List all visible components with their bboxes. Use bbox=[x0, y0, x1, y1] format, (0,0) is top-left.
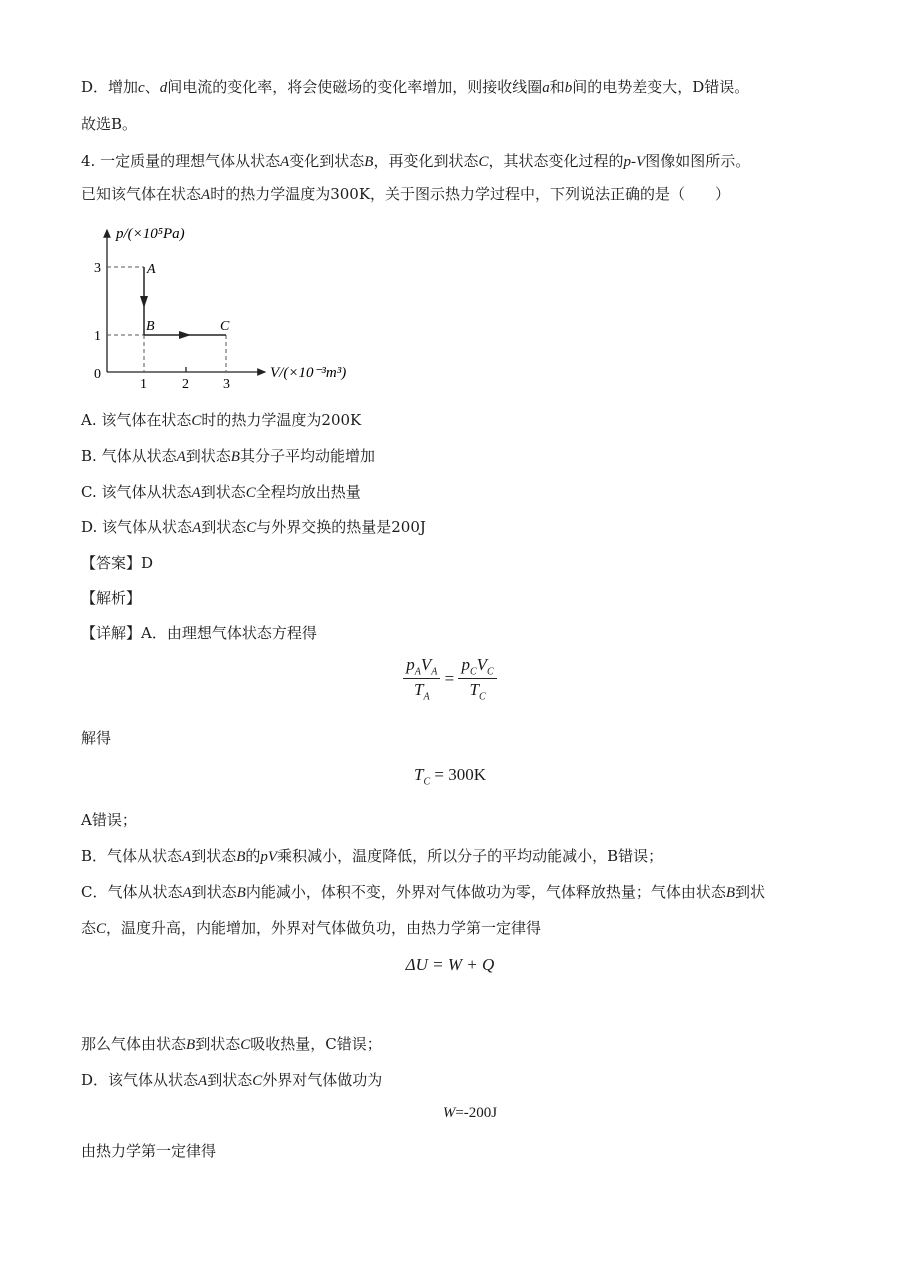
text: 与外界交换的热量是200J bbox=[256, 518, 426, 536]
option-a bbox=[81, 410, 361, 431]
tc-value: = 300K bbox=[434, 765, 486, 784]
tc-result: $T_C = 300K$ bbox=[413, 765, 486, 788]
var: A bbox=[201, 187, 211, 203]
var-b: b bbox=[564, 80, 573, 96]
detail-c-line1 bbox=[81, 882, 765, 903]
detail-b bbox=[81, 846, 663, 867]
var: C bbox=[252, 1073, 263, 1089]
arrow-a-b bbox=[140, 296, 148, 308]
var: A bbox=[280, 154, 290, 170]
detail-c-line2 bbox=[81, 918, 541, 939]
text: 到状态 bbox=[201, 518, 247, 536]
text: 到状态 bbox=[195, 1035, 241, 1053]
text: 到状态 bbox=[185, 447, 231, 465]
text: D．增加 bbox=[81, 78, 139, 96]
var: B bbox=[186, 1037, 196, 1053]
text: 间的电势差变大，D错误。 bbox=[572, 78, 750, 96]
text: 时的热力学温度为200K bbox=[201, 411, 362, 429]
x-tick-2: 2 bbox=[182, 377, 189, 390]
question-line-2 bbox=[81, 184, 730, 205]
work-equation: W=-200J bbox=[442, 1105, 498, 1121]
text: 到状态 bbox=[207, 1071, 253, 1089]
pv-diagram bbox=[80, 210, 380, 390]
x-tick-1: 1 bbox=[140, 377, 147, 390]
detail-d bbox=[81, 1070, 382, 1091]
analysis-label: 【解析】 bbox=[81, 589, 142, 607]
text: 吸收热量，C错误； bbox=[250, 1035, 382, 1053]
var: B bbox=[230, 449, 240, 465]
option-d bbox=[81, 517, 426, 538]
option-key: D. bbox=[81, 518, 98, 536]
var: pV bbox=[260, 849, 278, 865]
text: 态 bbox=[81, 919, 97, 937]
prev-option-d-analysis bbox=[81, 77, 749, 98]
text: 已知该气体在状态 bbox=[81, 185, 202, 203]
y-tick-1: 1 bbox=[94, 329, 101, 344]
detail-a-intro bbox=[81, 623, 317, 643]
var: A bbox=[191, 485, 201, 501]
y-tick-3: 3 bbox=[94, 261, 101, 276]
text: 到状态 bbox=[200, 483, 246, 501]
var-a: a bbox=[542, 80, 550, 96]
var: B bbox=[364, 154, 374, 170]
option-key: A. bbox=[81, 411, 97, 429]
option-key: C. bbox=[81, 483, 97, 501]
x-tick-3: 3 bbox=[223, 377, 230, 390]
var: C bbox=[246, 520, 257, 536]
text: ，温度升高，内能增加，外界对气体做负功，由热力学第一定律得 bbox=[106, 919, 542, 937]
detail-final: 由热力学第一定律得 bbox=[81, 1142, 217, 1160]
text: ，其状态变化过程的 bbox=[488, 152, 624, 170]
text: 外界对气体做功为 bbox=[262, 1071, 383, 1089]
text: B．气体从状态 bbox=[81, 847, 183, 865]
var: A bbox=[192, 520, 202, 536]
text: 到状态 bbox=[191, 847, 237, 865]
text: 、 bbox=[144, 78, 160, 96]
text: 该气体从状态 bbox=[101, 483, 192, 501]
question-line-1 bbox=[81, 151, 750, 172]
text: 变化到状态 bbox=[289, 152, 365, 170]
text: 其分子平均动能增加 bbox=[239, 447, 375, 465]
question-number: 4. bbox=[81, 152, 96, 170]
option-b bbox=[81, 446, 375, 467]
var: A bbox=[182, 885, 192, 901]
a-wrong: A错误； bbox=[81, 811, 137, 829]
prev-conclusion: 故选B。 bbox=[81, 115, 138, 133]
var: p-V bbox=[623, 154, 646, 170]
ideal-gas-equation: $\frac{p_AV_A}{T_A}$ = $\frac{p_CV_C}{T_C}$ bbox=[0, 655, 900, 703]
y-axis-label: p/(×10⁵Pa) bbox=[116, 226, 185, 242]
text: ，再变化到状态 bbox=[373, 152, 479, 170]
var: C bbox=[191, 413, 202, 429]
fraction-a: $\frac{p_AV_A}{T_A}$ bbox=[403, 655, 440, 703]
var: A bbox=[182, 849, 192, 865]
point-a-label: A bbox=[147, 262, 156, 277]
detail-label: 【详解】 bbox=[81, 624, 142, 642]
text: 该气体从状态 bbox=[102, 518, 193, 536]
text: 内能减小，体积不变，外界对气体做功为零，气体释放热量；气体由状态 bbox=[245, 883, 726, 901]
var: B bbox=[236, 885, 246, 901]
var: B bbox=[236, 849, 246, 865]
text: 气体从状态 bbox=[101, 447, 177, 465]
var-d: d bbox=[159, 80, 168, 96]
text: 乘积减小，温度降低，所以分子的平均动能减小，B错误； bbox=[277, 847, 664, 865]
var: A bbox=[176, 449, 186, 465]
text: C．气体从状态 bbox=[81, 883, 183, 901]
answer bbox=[81, 553, 153, 573]
detail-c-conclusion bbox=[81, 1034, 382, 1055]
var: C bbox=[240, 1037, 251, 1053]
solve-text: 解得 bbox=[81, 729, 112, 747]
text: 到状 bbox=[735, 883, 766, 901]
var: B bbox=[725, 885, 736, 901]
text: 一定质量的理想气体从状态 bbox=[100, 152, 281, 170]
first-law-equation: ΔU = W + Q bbox=[405, 955, 495, 974]
text: 和 bbox=[549, 78, 565, 96]
var-c: c bbox=[138, 80, 145, 96]
var: C bbox=[96, 921, 107, 937]
text: 时的热力学温度为300K，关于图示热力学过程中，下列说法正确的是（ ） bbox=[210, 185, 731, 203]
x-axis-label: V/(×10⁻³m³) bbox=[270, 365, 347, 381]
origin-label: 0 bbox=[94, 367, 101, 382]
point-b-label: B bbox=[146, 319, 155, 334]
answer-label: 【答案】 bbox=[81, 554, 142, 572]
point-c-label: C bbox=[220, 319, 230, 334]
answer-value: D bbox=[141, 554, 154, 572]
text: 间电流的变化率，将会使磁场的变化率增加，则接收线圈 bbox=[167, 78, 543, 96]
text: 到状态 bbox=[191, 883, 237, 901]
text: 图像如图所示。 bbox=[645, 152, 751, 170]
text: A．由理想气体状态方程得 bbox=[141, 624, 317, 642]
option-c bbox=[81, 482, 361, 503]
var: C bbox=[478, 154, 489, 170]
option-key: B. bbox=[81, 447, 97, 465]
text: 全程均放出热量 bbox=[255, 483, 361, 501]
text: 的 bbox=[245, 847, 261, 865]
arrow-b-c bbox=[179, 331, 191, 339]
work-value: =-200J bbox=[455, 1105, 498, 1121]
fraction-c: $\frac{p_CV_C}{T_C}$ bbox=[458, 655, 496, 703]
var: C bbox=[245, 485, 256, 501]
text: D．该气体从状态 bbox=[81, 1071, 199, 1089]
text: 那么气体由状态 bbox=[81, 1035, 187, 1053]
var: A bbox=[198, 1073, 208, 1089]
text: 该气体在状态 bbox=[101, 411, 192, 429]
